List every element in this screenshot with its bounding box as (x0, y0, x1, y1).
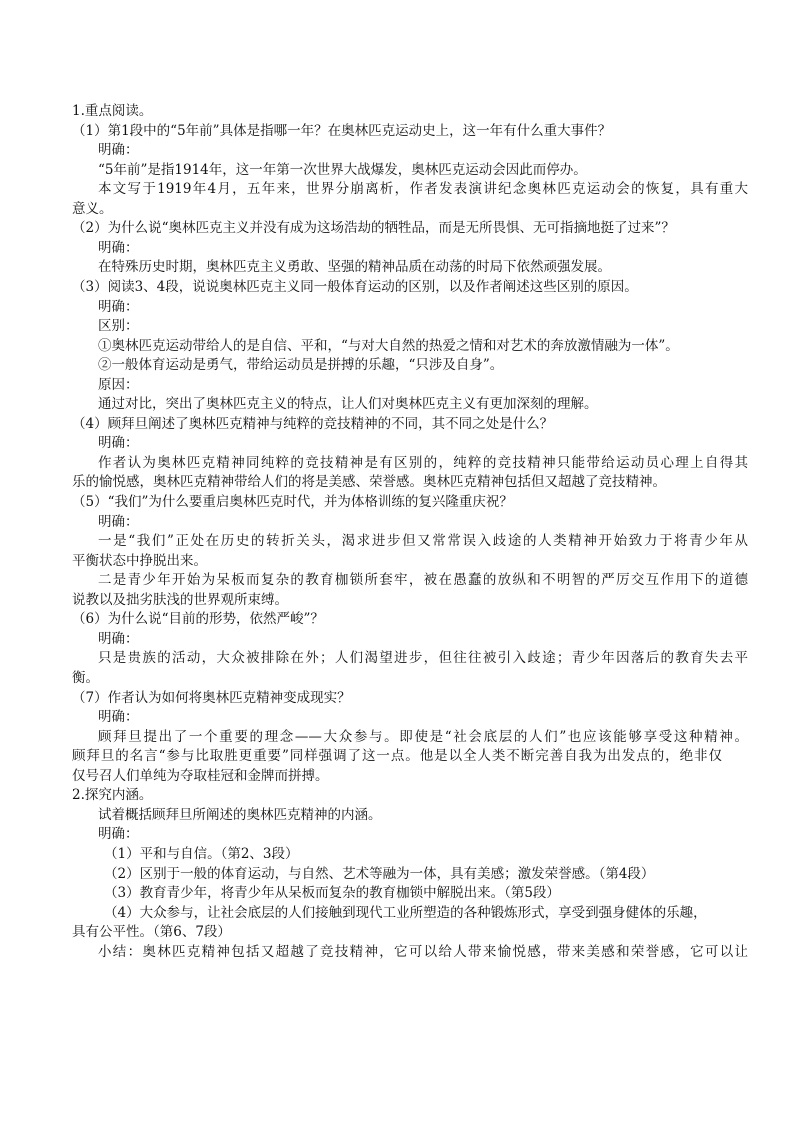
answer-label: 明确： (98, 435, 139, 452)
list-item: （4）大众参与，让社会底层的人们接触到现代工业所塑造的各种锻炼形式，享受到强身健体的乐趣， (104, 904, 707, 921)
answer-label: 明确： (98, 298, 139, 315)
body-line: 通过对比，突出了奥林匹克主义的特点，让人们对奥林匹克主义有更加深刻的理解。 (98, 396, 598, 413)
section-heading: 1.重点阅读。 (72, 103, 153, 119)
answer-label: 明确： (98, 239, 139, 256)
answer-label: 明确： (98, 513, 139, 530)
list-item: （2）区别于一般的体育运动，与自然、艺术等融为一体，具有美感；激发荣誉感。（第4段） (104, 865, 655, 882)
question-line: （4）顾拜旦阐述了奥林匹克精神与纯粹的竞技精神的不同，其不同之处是什么？ (72, 415, 554, 432)
body-line: 试着概括顾拜旦所阐述的奥林匹克精神的内涵。 (98, 806, 382, 823)
body-line: ②一般体育运动是勇气，带给运动员是拼搏的乐趣，“只涉及自身”。 (98, 357, 504, 374)
answer-label: 明确： (98, 826, 139, 843)
continuation-line: 平衡状态中挣脱出来。 (72, 552, 207, 569)
body-line: 顾拜旦提出了一个重要的理念——大众参与。即使是“社会底层的人们”也应该能够享受这种精神。 (98, 728, 748, 745)
body-line: 区别： (98, 318, 139, 335)
list-item: （1）平和与自信。（第2、3段） (104, 845, 299, 862)
body-line: 二是青少年开始为呆板而复杂的教育枷锁所套牢，被在愚蠢的放纵和不明智的严厉交互作用下的道德 (98, 572, 748, 589)
body-line: 只是贵族的活动，大众被排除在外；人们渴望进步，但往往被引入歧途；青少年因落后的教育失去平 (98, 650, 748, 667)
continuation-line: 顾拜旦的名言“参与比取胜更重要”同样强调了这一点。他是以全人类不断完善自我为出发点的，绝非仅 (72, 748, 722, 765)
body-line: ①奥林匹克运动带给人的是自信、平和，“与对大自然的热爱之情和对艺术的奔放激情融为一体”。 (98, 337, 679, 354)
answer-label: 明确： (98, 709, 139, 726)
question-line: （6）为什么说“目前的形势，依然严峻”？ (72, 611, 324, 628)
body-line: 原因： (98, 376, 139, 393)
body-line: 小结：奥林匹克精神包括又超越了竞技精神，它可以给人带来愉悦感，带来美感和荣誉感，它可以让 (98, 943, 748, 960)
continuation-line: 说教以及拙劣肤浅的世界观所束缚。 (72, 591, 288, 608)
question-line: （5）“我们”为什么要重启奥林匹克时代，并为体格训练的复兴隆重庆祝？ (72, 494, 513, 510)
body-line: 一是“我们”正处在历史的转折关头，渴求进步但又常常误入歧途的人类精神开始致力于将青少年从 (98, 533, 748, 550)
question-line: （2）为什么说“奥林匹克主义并没有成为这场浩劫的牺牲品，而是无所畏惧、无可指摘地挺了过来”？ (72, 220, 675, 237)
answer-label: 明确： (98, 630, 139, 647)
body-line: 本文写于1919年4月，五年来，世界分崩离析，作者发表演讲纪念奥林匹克运动会的恢复，具有重大 (98, 181, 748, 198)
continuation-line: 意义。 (72, 200, 113, 217)
list-item: （3）教育青少年，将青少年从呆板而复杂的教育枷锁中解脱出来。（第5段） (104, 885, 560, 901)
continuation-line: 仅号召人们单纯为夺取桂冠和金牌而拼搏。 (72, 767, 329, 784)
question-line: （3）阅读3、4段，说说奥林匹克主义同一般体育运动的区别，以及作者阐述这些区别的原因。 (72, 279, 638, 295)
continuation-line: 衡。 (72, 670, 99, 686)
question-line: （7）作者认为如何将奥林匹克精神变成现实？ (72, 689, 351, 706)
body-line: 作者认为奥林匹克精神同纯粹的竞技精神是有区别的，纯粹的竞技精神只能带给运动员心理上自得其 (98, 454, 748, 471)
answer-label: 明确： (98, 142, 139, 159)
body-line: 在特殊历史时期，奥林匹克主义勇敢、坚强的精神品质在动荡的时局下依然顽强发展。 (98, 259, 611, 276)
section-heading: 2.探究内涵。 (72, 787, 153, 804)
continuation-line: 具有公平性。（第6、7段） (72, 924, 231, 941)
question-line: （1）第1段中的“5年前”具体是指哪一年？在奥林匹克运动史上，这一年有什么重大事件？ (72, 122, 612, 139)
body-line: “5年前”是指1914年，这一年第一次世界大战爆发，奥林匹克运动会因此而停办。 (98, 161, 587, 178)
continuation-line: 乐的愉悦感，奥林匹克精神带给人们的将是美感、荣誉感。奥林匹克精神包括但又超越了竞技精神。 (72, 474, 666, 491)
